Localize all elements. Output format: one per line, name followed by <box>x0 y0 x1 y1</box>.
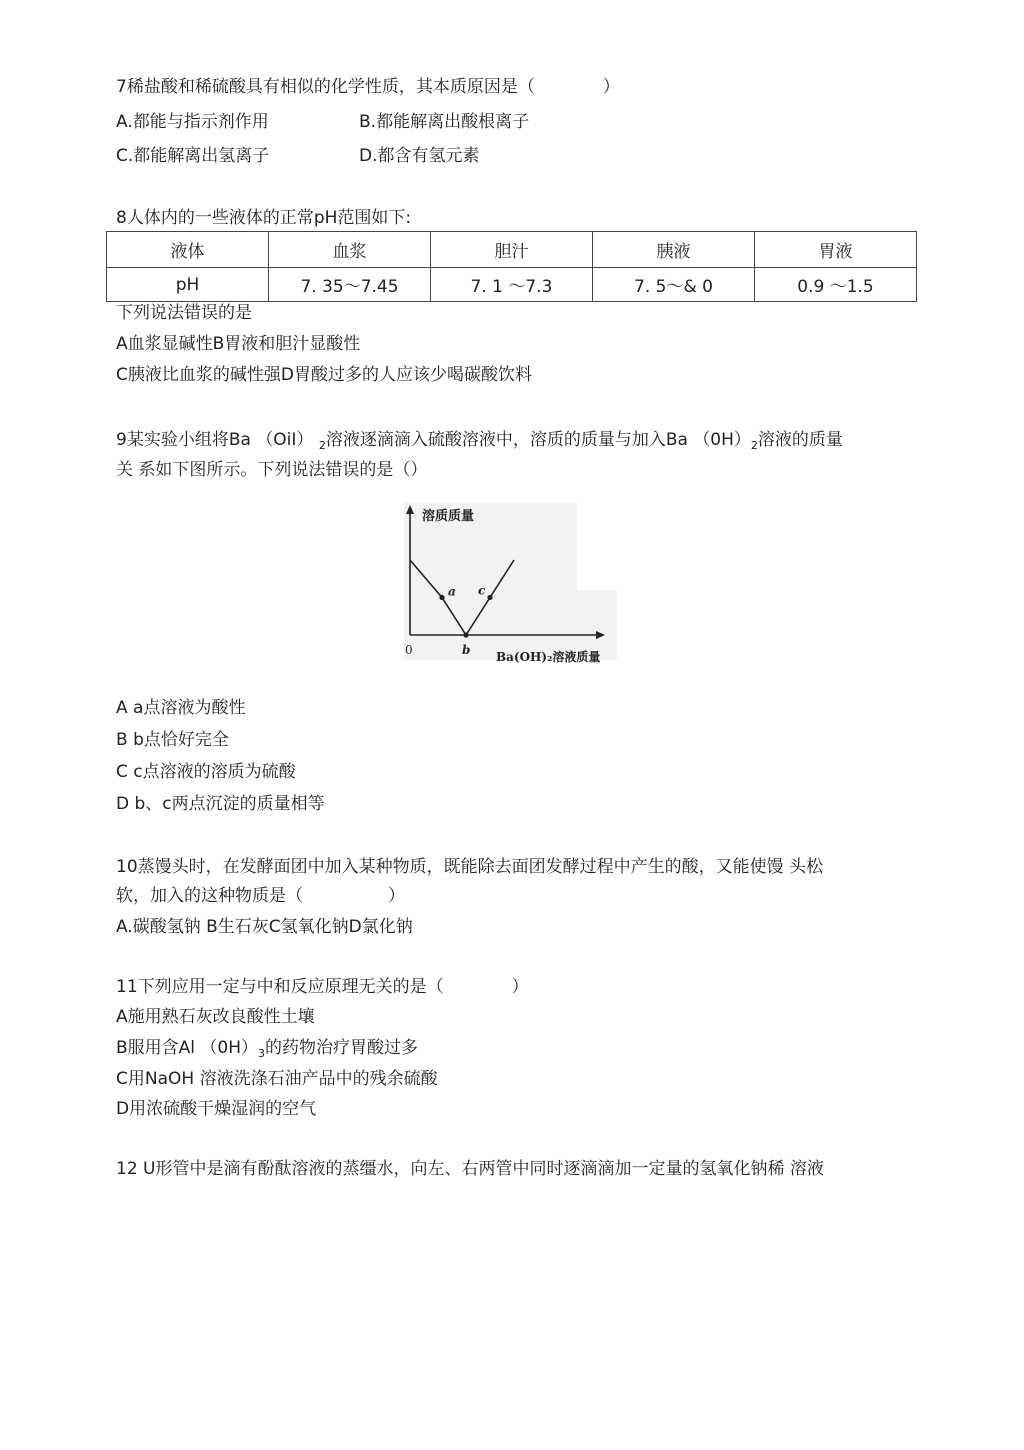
solute-mass-chart <box>400 500 625 670</box>
ph-table-row <box>107 268 917 302</box>
q8-options-ab: A血浆显碱性B胃液和胆汁显酸性 <box>116 334 361 354</box>
q8-prompt: 下列说法错误的是 <box>116 303 252 323</box>
subscript: 2 <box>750 439 758 452</box>
q11-option-d: D用浓硫酸干燥湿润的空气 <box>116 1099 317 1119</box>
q9-option-b: B b点恰好完全 <box>116 730 229 750</box>
q9-stem-line2: 关 系如下图所示。下列说法错误的是（） <box>116 460 428 480</box>
q9-stem-part: 溶液的质量 <box>757 430 843 450</box>
q7-option-c: C.都能解离出氢离子 <box>116 146 270 166</box>
subscript: 3 <box>258 1047 266 1060</box>
ph-table <box>106 231 917 302</box>
q11-option-c: C用NaOH 溶液洗涤石油产品中的残余硫酸 <box>116 1069 438 1089</box>
x-axis-label: Ba(OH)₂溶液质量 <box>496 650 601 664</box>
q9-option-c: C c点溶液的溶质为硫酸 <box>116 762 296 782</box>
q9-stem-part: 溶液逐滴滴入硫酸溶液中，溶质的质量与加入Ba （0H） <box>325 430 751 450</box>
q7-option-a: A.都能与指示剂作用 <box>116 112 269 132</box>
q11-option-b-part: 的药物治疗胃酸过多 <box>265 1038 419 1058</box>
origin-label: 0 <box>405 643 413 657</box>
ph-table-cell: 7. 35～7.45 <box>269 268 431 302</box>
q7-option-d: D.都含有氢元素 <box>359 146 480 166</box>
q10-stem-line2: 软，加入的这种物质是（ ） <box>116 886 405 906</box>
chart-background <box>404 503 577 660</box>
subscript: 2 <box>318 439 326 452</box>
q7-options-row1 <box>116 111 530 133</box>
ph-table-cell: pH <box>107 268 269 302</box>
ph-table-header-row <box>107 232 917 268</box>
ph-table-cell: 液体 <box>107 232 269 268</box>
q9-option-d: D b、c两点沉淀的质量相等 <box>116 794 325 814</box>
q11-option-b <box>116 1037 418 1061</box>
q11-stem: 11下列应用一定与中和反应原理无关的是（ ） <box>116 977 529 997</box>
q9-stem-line1 <box>116 429 843 453</box>
q7-option-b: B.都能解离出酸根离子 <box>359 112 530 132</box>
y-axis-label: 溶质质量 <box>422 509 475 524</box>
point-label: a <box>448 584 456 599</box>
q7-stem: 7稀盐酸和稀硫酸具有相似的化学性质，其本质原因是（ ） <box>116 77 620 97</box>
ph-table-cell: 胆汁 <box>431 232 593 268</box>
point-label: b <box>462 643 471 657</box>
q10-options: A.碳酸氢钠 B生石灰C氢氧化钠D氯化钠 <box>116 917 413 937</box>
point-label: c <box>478 583 486 598</box>
q12-stem: 12 U形管中是滴有酚酞溶液的蒸缰水，向左、右两管中同时逐滴滴加一定量的氢氧化钠稀 溶液 <box>116 1159 824 1179</box>
q11-option-a: A施用熟石灰改良酸性土壤 <box>116 1007 315 1027</box>
ph-table-cell: 血浆 <box>269 232 431 268</box>
data-point <box>439 595 444 600</box>
ph-table-cell: 0.9 ～1.5 <box>755 268 917 302</box>
q9-stem-part: 9某实验小组将Ba （OiI） <box>116 430 319 450</box>
q7-options-row2 <box>116 145 480 167</box>
q8-stem: 8人体内的一些液体的正常pH范围如下: <box>116 208 412 228</box>
ph-table-cell: 胰液 <box>593 232 755 268</box>
ph-table-cell: 胃液 <box>755 232 917 268</box>
ph-table-cell: 7. 1 ～7.3 <box>431 268 593 302</box>
q8-options-cd: C胰液比血浆的碱性强D胃酸过多的人应该少喝碳酸饮料 <box>116 365 532 385</box>
data-point <box>487 595 492 600</box>
q10-stem-line1: 10蒸馒头时，在发酵面团中加入某种物质，既能除去面团发酵过程中产生的酸，又能使馒 头松 <box>116 857 824 877</box>
q11-option-b-part: B服用含Al （0H） <box>116 1038 259 1058</box>
data-point <box>463 632 468 637</box>
ph-table-cell: 7. 5～& 0 <box>593 268 755 302</box>
q9-option-a: A a点溶液为酸性 <box>116 698 246 718</box>
